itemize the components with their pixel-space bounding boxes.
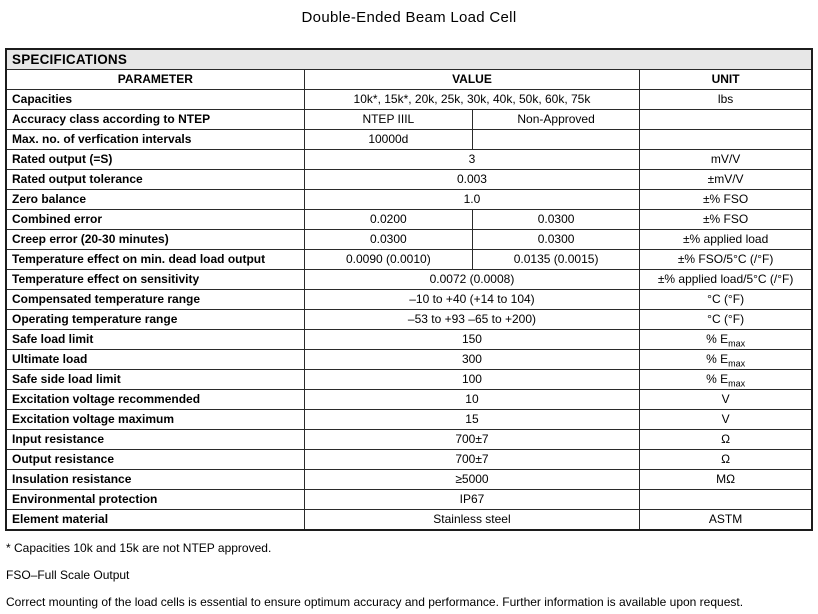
unit-subscript: max (728, 338, 746, 349)
unit-subscript: max (728, 358, 746, 369)
footnote-capacities: * Capacities 10k and 15k are not NTEP approved. (6, 541, 272, 555)
unit-cell: ±mV/V (640, 170, 812, 190)
unit-cell: Ω (640, 450, 812, 470)
page-title: Double-Ended Beam Load Cell (301, 9, 517, 26)
table-row (6, 330, 812, 350)
parameter-cell: Safe side load limit (6, 370, 304, 390)
table-row (6, 290, 812, 310)
parameter-cell: Max. no. of verfication intervals (6, 130, 304, 150)
value-cell: 700±7 (304, 450, 639, 470)
value-cell: 300 (304, 350, 639, 370)
unit-cell: ±% FSO/5°C (/°F) (640, 250, 812, 270)
table-row (6, 450, 812, 470)
parameter-cell: Operating temperature range (6, 310, 304, 330)
parameter-cell: Capacities (6, 90, 304, 110)
section-header-row (6, 49, 812, 70)
table-row (6, 170, 812, 190)
table-row (6, 470, 812, 490)
unit-cell: ±% FSO (640, 190, 812, 210)
value-cell: 10k*, 15k*, 20k, 25k, 30k, 40k, 50k, 60k, 75k (304, 90, 639, 110)
table-row (6, 410, 812, 430)
column-header-unit: UNIT (640, 70, 812, 90)
value-cell: 15 (304, 410, 639, 430)
parameter-cell: Zero balance (6, 190, 304, 210)
table-row (6, 90, 812, 110)
parameter-cell: Accuracy class according to NTEP (6, 110, 304, 130)
unit-cell: ±% applied load (640, 230, 812, 250)
unit-cell: % $E_{max}$ (640, 370, 812, 390)
table-row (6, 230, 812, 250)
parameter-cell: Rated output tolerance (6, 170, 304, 190)
value-cell-right: 0.0300 (472, 230, 639, 250)
value-cell: 0.003 (304, 170, 639, 190)
unit-cell: % $E_{max}$ (640, 330, 812, 350)
value-cell: ≥5000 (304, 470, 639, 490)
unit-cell: % $E_{max}$ (640, 350, 812, 370)
table-row (6, 150, 812, 170)
value-cell: –10 to +40 (+14 to 104) (304, 290, 639, 310)
table-row (6, 510, 812, 531)
table-row (6, 350, 812, 370)
unit-cell: mV/V (640, 150, 812, 170)
value-cell-right: Non-Approved (472, 110, 639, 130)
spec-table-body (6, 90, 812, 531)
table-row (6, 110, 812, 130)
table-row (6, 390, 812, 410)
table-row (6, 190, 812, 210)
table-row (6, 250, 812, 270)
value-cell: 150 (304, 330, 639, 350)
parameter-cell: Input resistance (6, 430, 304, 450)
unit-subscript: max (728, 378, 746, 389)
value-cell: Stainless steel (304, 510, 639, 531)
specifications-table (5, 48, 813, 531)
unit-cell: Ω (640, 430, 812, 450)
value-cell: 10 (304, 390, 639, 410)
value-cell-right (472, 130, 639, 150)
table-row (6, 490, 812, 510)
parameter-cell: Insulation resistance (6, 470, 304, 490)
value-cell: 1.0 (304, 190, 639, 210)
unit-cell (640, 490, 812, 510)
value-cell-left: 0.0200 (304, 210, 472, 230)
value-cell: 700±7 (304, 430, 639, 450)
parameter-cell: Excitation voltage recommended (6, 390, 304, 410)
parameter-cell: Output resistance (6, 450, 304, 470)
parameter-cell: Element material (6, 510, 304, 531)
value-cell-left: 10000d (304, 130, 472, 150)
table-row (6, 430, 812, 450)
parameter-cell: Environmental protection (6, 490, 304, 510)
table-row (6, 210, 812, 230)
table-row (6, 130, 812, 150)
section-header: SPECIFICATIONS (6, 49, 812, 70)
value-cell: 3 (304, 150, 639, 170)
unit-cell: °C (°F) (640, 290, 812, 310)
value-cell: 0.0072 (0.0008) (304, 270, 639, 290)
unit-cell: °C (°F) (640, 310, 812, 330)
value-cell-right: 0.0300 (472, 210, 639, 230)
value-cell: IP67 (304, 490, 639, 510)
column-header-value: VALUE (304, 70, 639, 90)
unit-cell: V (640, 410, 812, 430)
footnote-mounting: Correct mounting of the load cells is essential to ensure optimum accuracy and performance. Further information is available upon request. (6, 595, 744, 609)
unit-cell: MΩ (640, 470, 812, 490)
footnote-fso: FSO–Full Scale Output (6, 568, 130, 582)
parameter-cell: Temperature effect on sensitivity (6, 270, 304, 290)
parameter-cell: Creep error (20-30 minutes) (6, 230, 304, 250)
parameter-cell: Temperature effect on min. dead load output (6, 250, 304, 270)
table-row (6, 370, 812, 390)
table-row (6, 310, 812, 330)
parameter-cell: Compensated temperature range (6, 290, 304, 310)
value-cell-left: 0.0090 (0.0010) (304, 250, 472, 270)
table-row (6, 270, 812, 290)
column-header-parameter: PARAMETER (6, 70, 304, 90)
column-header-row (6, 70, 812, 90)
unit-cell (640, 110, 812, 130)
parameter-cell: Excitation voltage maximum (6, 410, 304, 430)
unit-cell (640, 130, 812, 150)
value-cell-left: 0.0300 (304, 230, 472, 250)
parameter-cell: Rated output (=S) (6, 150, 304, 170)
parameter-cell: Combined error (6, 210, 304, 230)
footnotes (6, 541, 818, 611)
parameter-cell: Ultimate load (6, 350, 304, 370)
unit-cell: ±% applied load/5°C (/°F) (640, 270, 812, 290)
unit-cell: lbs (640, 90, 812, 110)
unit-cell: ±% FSO (640, 210, 812, 230)
parameter-cell: Safe load limit (6, 330, 304, 350)
unit-cell: V (640, 390, 812, 410)
value-cell: –53 to +93 –65 to +200) (304, 310, 639, 330)
unit-cell: ASTM (640, 510, 812, 531)
value-cell: 100 (304, 370, 639, 390)
value-cell-left: NTEP IIIL (304, 110, 472, 130)
value-cell-right: 0.0135 (0.0015) (472, 250, 639, 270)
